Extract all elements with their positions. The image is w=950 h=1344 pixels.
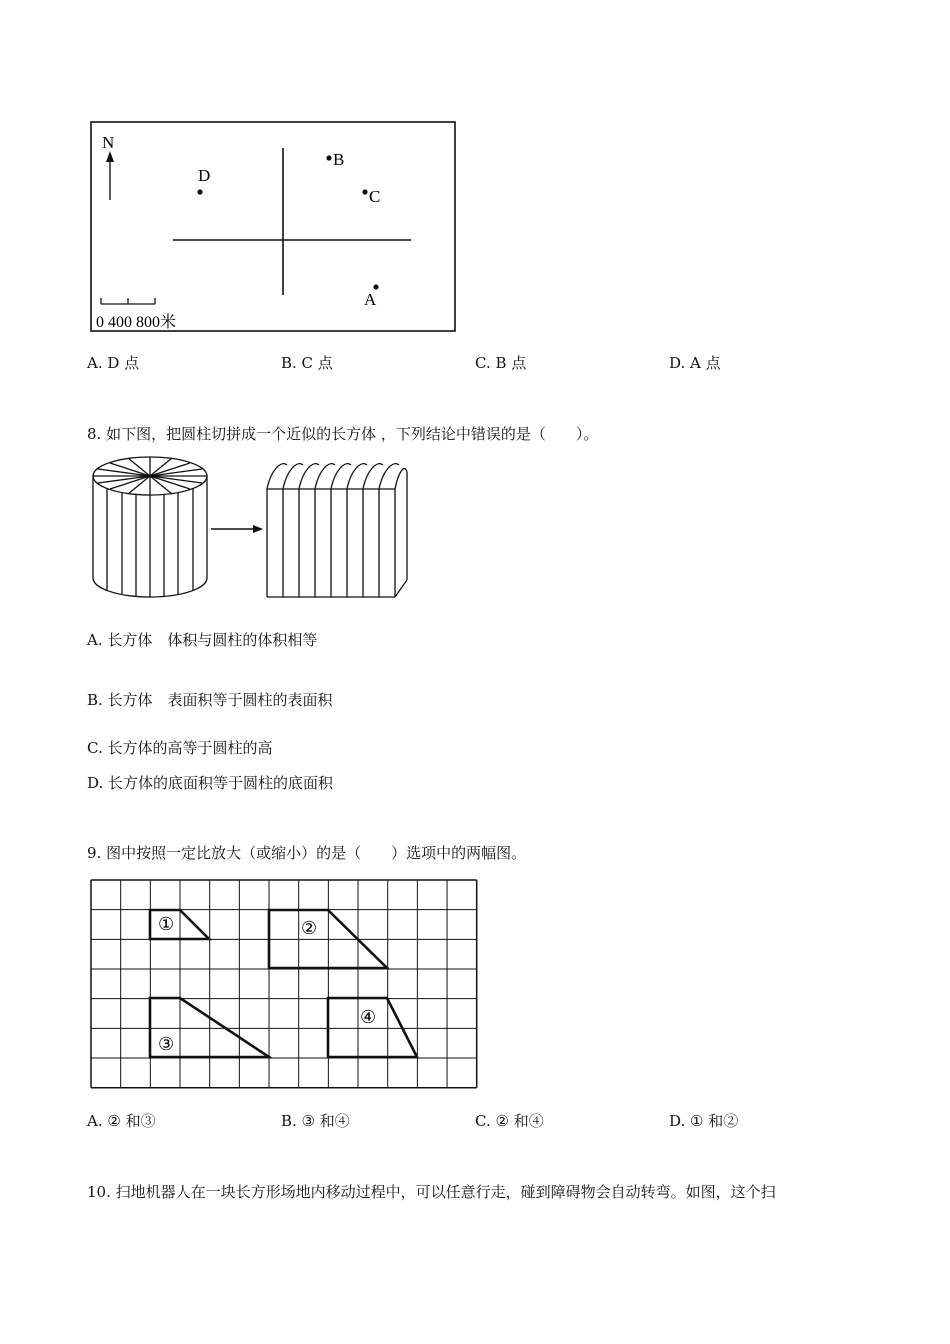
cuboid-icon (267, 464, 407, 597)
point-a-label: A (364, 290, 377, 309)
grid-figure (0, 870, 950, 1095)
q7-option-a: A. D 点 (87, 354, 140, 372)
q9-option-d: D. ① 和② (669, 1112, 739, 1130)
q8-option-d: D. 长方体的底面积等于圆柱的底面积 (87, 774, 334, 792)
q8-option-b: B. 长方体 表面积等于圆柱的表面积 (87, 691, 333, 709)
map-border (91, 122, 455, 331)
q8-option-c: C. 长方体的高等于圆柱的高 (87, 739, 273, 757)
point-d (197, 189, 202, 194)
map-figure (0, 0, 950, 345)
point-d-label: D (198, 166, 211, 185)
q7-option-c: C. B 点 (475, 354, 527, 372)
shape-4-label: ④ (360, 1007, 377, 1027)
q9-option-c: C. ② 和④ (475, 1112, 544, 1130)
q9-option-a: A. ② 和③ (87, 1112, 156, 1130)
point-a (373, 284, 378, 289)
q7-option-b: B. C 点 (281, 354, 333, 372)
shape-3-label: ③ (158, 1034, 175, 1054)
cylinder-to-cuboid-figure (0, 450, 950, 610)
q8-option-a: A. 长方体 体积与圆柱的体积相等 (87, 631, 318, 649)
q7-option-d: D. A 点 (669, 354, 721, 372)
q9-option-b: B. ③ 和④ (281, 1112, 350, 1130)
point-c-label: C (369, 187, 381, 206)
cylinder-icon (93, 457, 207, 597)
point-b-label: B (333, 150, 345, 169)
q10-question: 10. 扫地机器人在一块长方形场地内移动过程中，可以任意行走，碰到障碍物会自动转弯。如图，这个扫 (87, 1183, 776, 1201)
north-label: N (102, 133, 115, 152)
point-b (326, 155, 331, 160)
shape-1-label: ① (158, 914, 175, 934)
scale-label: 0 400 800米 (96, 314, 177, 331)
shape-2-label: ② (301, 918, 318, 938)
q9-question: 9. 图中按照一定比放大（或缩小）的是（ ）选项中的两幅图。 (87, 844, 527, 862)
point-c (362, 189, 367, 194)
q8-question: 8. 如下图，把圆柱切拼成一个近似的长方体 ，下列结论中错误的是（ ）。 (87, 425, 599, 443)
